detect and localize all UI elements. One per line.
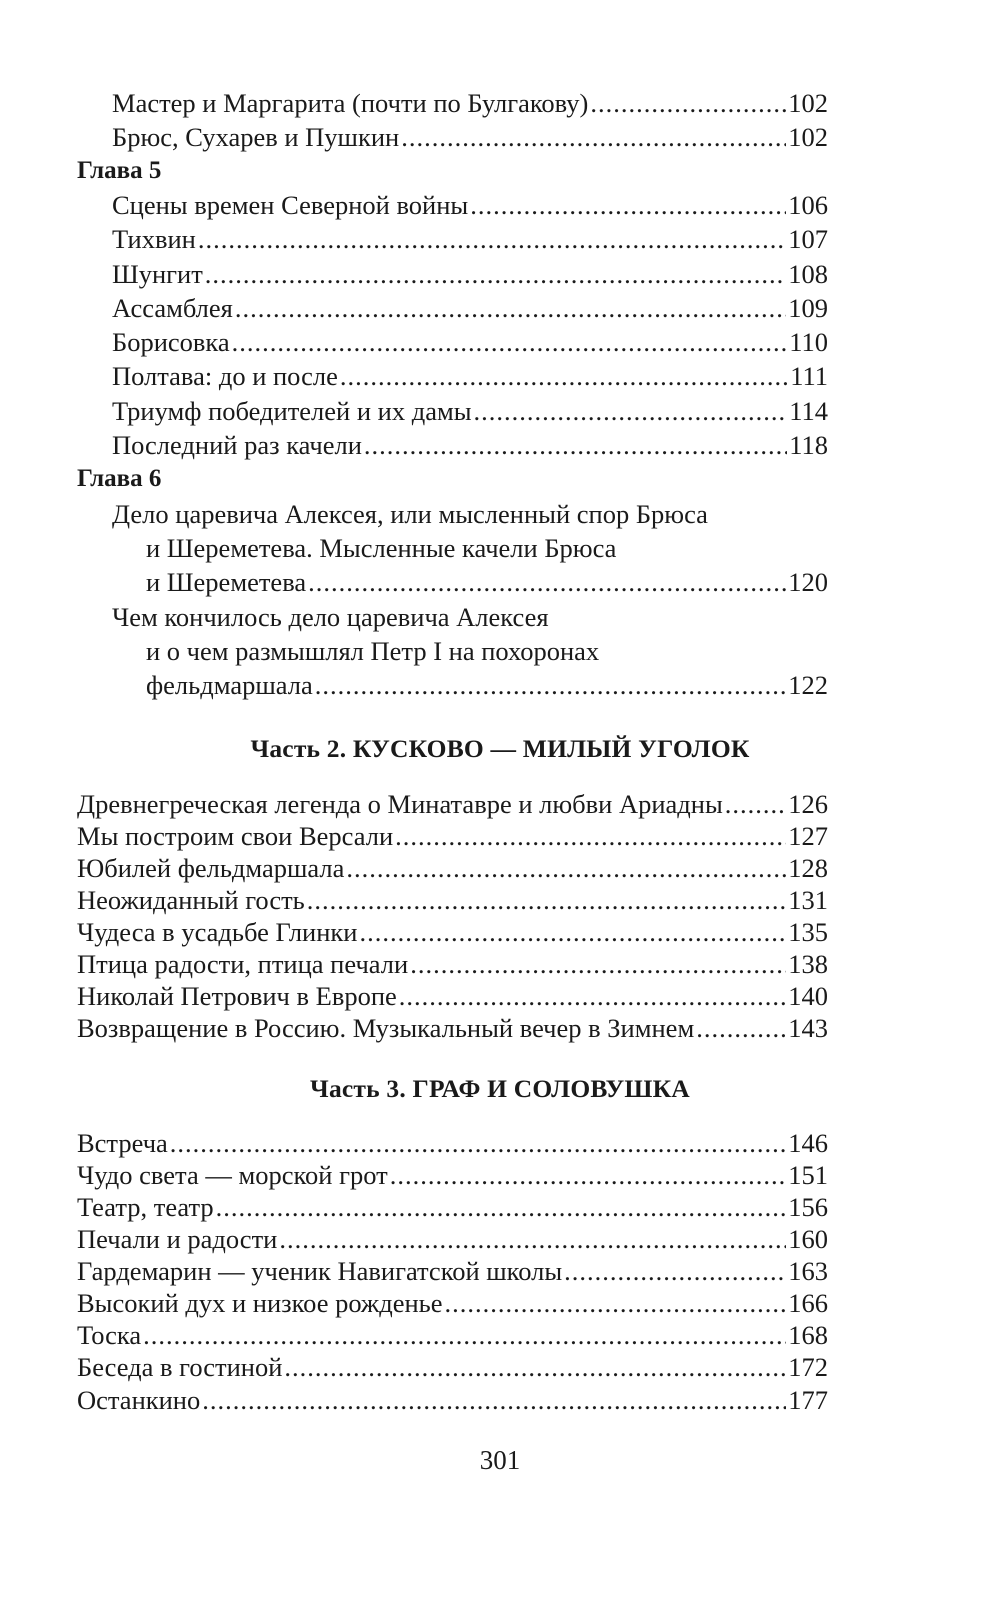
dot-leader [315, 665, 787, 705]
dot-leader [364, 425, 787, 465]
toc-entry-page: 160 [788, 1224, 828, 1254]
toc-entry-title-line: и Шереметева. Мысленные качели Брюса [146, 533, 617, 563]
part-heading: Часть 3. ГРАФ И СОЛОВУШКА [310, 1074, 690, 1103]
dot-leader [202, 1380, 786, 1420]
toc-entry-title: Брюс, Сухарев и Пушкин [112, 122, 400, 152]
toc-entry-title: Чудеса в усадьбе Глинки [77, 917, 358, 947]
toc-entry-title: Театр, театр [77, 1192, 214, 1222]
toc-entry-page: 122 [788, 670, 828, 700]
toc-entry-page: 156 [788, 1192, 828, 1222]
toc-entry-title: Тоска [77, 1320, 142, 1350]
toc-entry-page: 172 [788, 1352, 828, 1382]
toc-entry-page: 106 [788, 190, 828, 220]
chapter-heading: Глава 6 [77, 465, 162, 492]
toc-entry-title: Печали и радости [77, 1224, 278, 1254]
dot-leader [308, 562, 786, 602]
toc-entry-title: Встреча [77, 1128, 168, 1158]
toc-entry-page: 131 [788, 885, 828, 915]
toc-entry [146, 562, 828, 602]
toc-entry-title-line: Дело царевича Алексея, или мысленный спор Брюса [112, 499, 708, 529]
toc-entry-title: Птица радости, птица печали [77, 949, 409, 979]
toc-entry-title: Сцены времен Северной войны [112, 190, 469, 220]
toc-entry-title: Беседа в гостиной [77, 1352, 283, 1382]
toc-entry-page: 127 [788, 821, 828, 851]
page-number: 301 [479, 1445, 521, 1475]
toc-entry-page: 163 [788, 1256, 828, 1286]
part-heading: Часть 2. КУСКОВО — МИЛЫЙ УГОЛОК [250, 734, 750, 763]
toc-entry-title: Гардемарин — ученик Навигатской школы [77, 1256, 563, 1286]
dot-leader [198, 219, 786, 259]
toc-entry-page: 138 [788, 949, 828, 979]
toc-entry-page: 111 [790, 361, 828, 391]
toc-entry [112, 425, 828, 465]
toc-entry-page: 166 [788, 1288, 828, 1318]
toc-entry-title: Тихвин [112, 224, 196, 254]
toc-entry [112, 117, 828, 157]
chapter-heading: Глава 5 [77, 157, 162, 184]
toc-entry-page: 102 [788, 88, 828, 118]
toc-entry [146, 665, 828, 705]
toc-entry-page: 146 [788, 1128, 828, 1158]
toc-entry-page: 168 [788, 1320, 828, 1350]
dot-leader [696, 1008, 786, 1048]
toc-entry-page: 102 [788, 122, 828, 152]
toc-entry-page: 135 [788, 917, 828, 947]
toc-entry-page: 143 [788, 1013, 828, 1043]
dot-leader [340, 356, 788, 396]
toc-entry-page: 151 [788, 1160, 828, 1190]
dot-leader [401, 117, 786, 157]
toc-entry-title: Полтава: до и после [112, 361, 338, 391]
toc-entry-title: Мастер и Маргарита (почти по Булгакову) [112, 88, 589, 118]
toc-entry [112, 219, 828, 259]
toc-entry-title: Триумф победителей и их дамы [112, 396, 472, 426]
toc-entry-title: и Шереметева [146, 567, 307, 597]
toc-entry [77, 1380, 828, 1420]
toc-entry-page: 126 [788, 789, 828, 819]
toc-entry [112, 356, 828, 396]
toc-entry-page: 120 [788, 567, 828, 597]
toc-entry-page: 118 [789, 430, 828, 460]
toc-entry-title: Последний раз качели [112, 430, 362, 460]
toc-entry-title: Николай Петрович в Европе [77, 981, 397, 1011]
toc-entry-page: 140 [788, 981, 828, 1011]
toc-entry-page: 110 [789, 327, 828, 357]
toc-entry-title: Древнегреческая легенда о Минатавре и любви Ариадны [77, 789, 723, 819]
toc-entry-page: 114 [789, 396, 828, 426]
toc-entry-title: фельдмаршала [146, 670, 313, 700]
toc-entry-title: Ассамблея [112, 293, 233, 323]
toc-entry-page: 128 [788, 853, 828, 883]
toc-entry-title: Возвращение в Россию. Музыкальный вечер в Зимнем [77, 1013, 695, 1043]
toc-entry-page: 108 [788, 259, 828, 289]
toc-entry-title: Юбилей фельдмаршала [77, 853, 345, 883]
toc-entry-page: 109 [788, 293, 828, 323]
toc-entry-title-line: Чем кончилось дело царевича Алексея [112, 602, 549, 632]
toc-entry-page: 107 [788, 224, 828, 254]
toc-entry-title: Останкино [77, 1385, 201, 1415]
toc-entry-title: Шунгит [112, 259, 203, 289]
toc-entry-title: Борисовка [112, 327, 230, 357]
toc-entry-title: Высокий дух и низкое рожденье [77, 1288, 443, 1318]
toc-entry-page: 177 [788, 1385, 828, 1415]
toc-entry [77, 1008, 828, 1048]
toc-entry-title: Мы построим свои Версали [77, 821, 394, 851]
toc-entry-title: Чудо света — морской грот [77, 1160, 388, 1190]
toc-entry-title-line: и о чем размышлял Петр I на похоронах [146, 636, 600, 666]
toc-entry-title: Неожиданный гость [77, 885, 305, 915]
